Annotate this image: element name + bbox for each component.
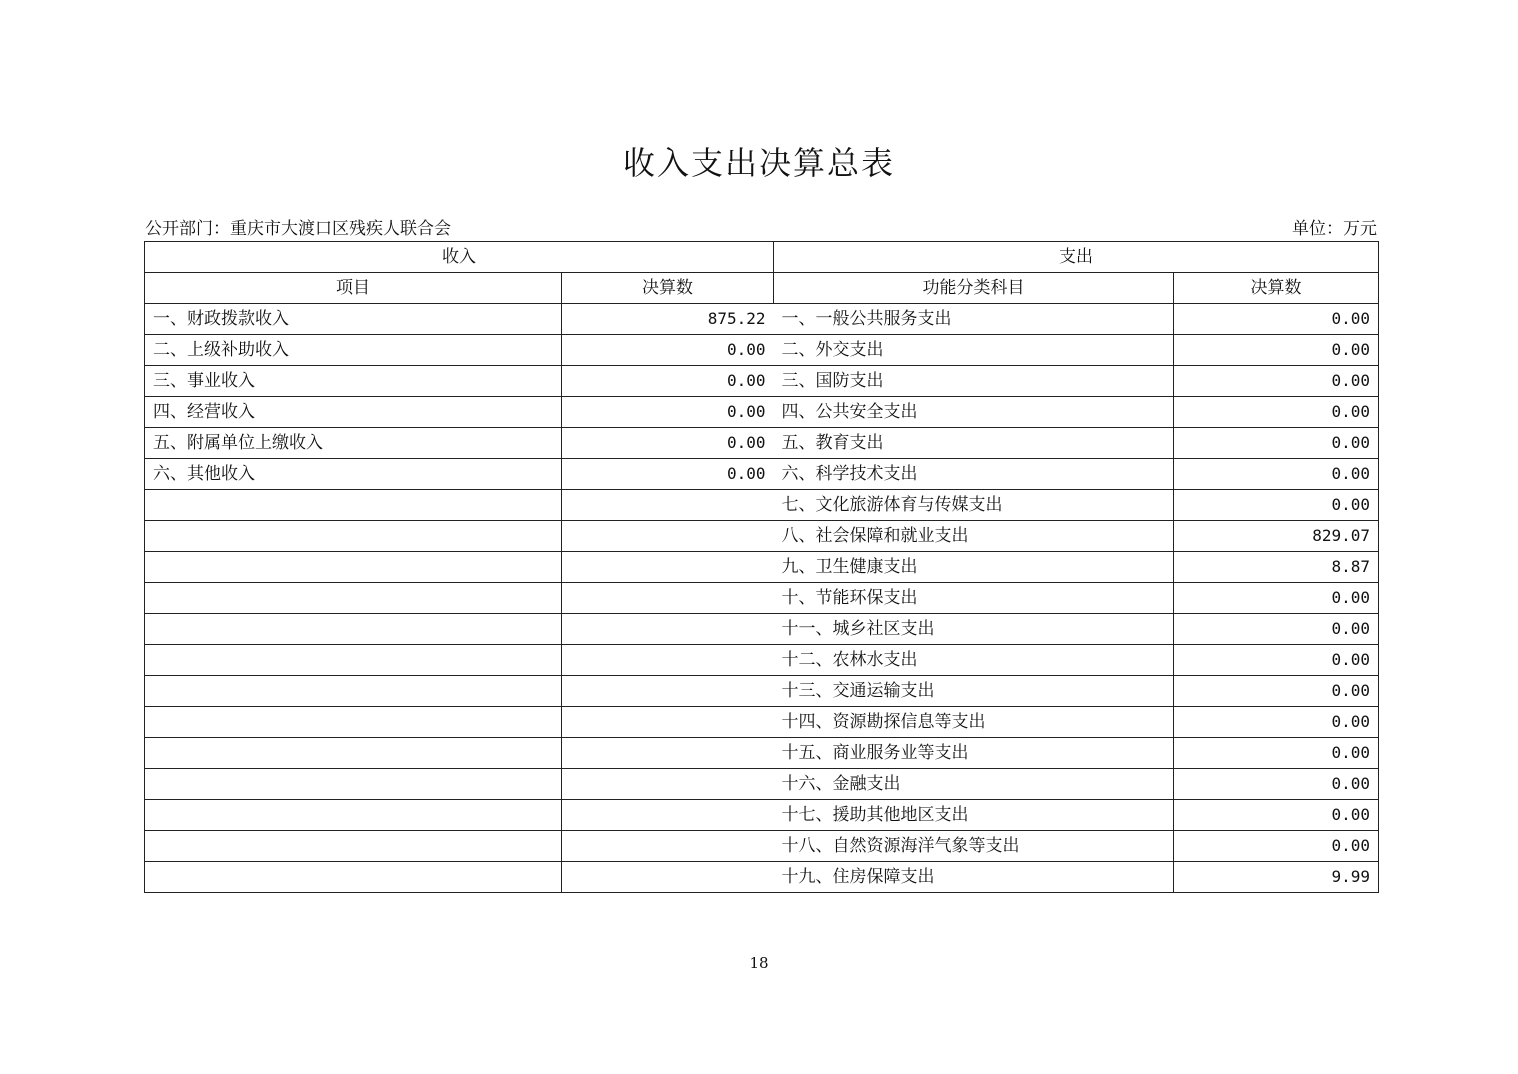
income-expense-table [144, 241, 1379, 893]
expense-item-cell: 一、一般公共服务支出 [774, 304, 1174, 335]
expense-item-cell: 十七、援助其他地区支出 [774, 800, 1174, 831]
expense-amount-cell: 0.00 [1174, 614, 1379, 645]
page-number: 18 [749, 954, 769, 972]
income-item-cell: 六、其他收入 [145, 459, 562, 490]
expense-item-cell: 四、公共安全支出 [774, 397, 1174, 428]
expense-item-cell: 二、外交支出 [774, 335, 1174, 366]
function-column-header: 功能分类科目 [774, 273, 1174, 304]
expense-item-cell: 十六、金融支出 [774, 769, 1174, 800]
income-item-cell: 二、上级补助收入 [145, 335, 562, 366]
income-amount-cell: 0.00 [562, 366, 774, 397]
income-item-cell [145, 831, 562, 862]
expense-item-cell: 八、社会保障和就业支出 [774, 521, 1174, 552]
income-item-cell [145, 800, 562, 831]
income-item-cell [145, 738, 562, 769]
income-item-cell [145, 583, 562, 614]
income-amount-cell [562, 490, 774, 521]
expense-amount-cell: 829.07 [1174, 521, 1379, 552]
income-item-cell: 五、附属单位上缴收入 [145, 428, 562, 459]
income-amount-cell [562, 521, 774, 552]
table-row [145, 552, 1379, 583]
income-section-header: 收入 [145, 242, 774, 273]
expense-amount-cell: 0.00 [1174, 800, 1379, 831]
expense-item-cell: 六、科学技术支出 [774, 459, 1174, 490]
expense-amount-cell: 0.00 [1174, 459, 1379, 490]
expense-amount-cell: 0.00 [1174, 304, 1379, 335]
table-row [145, 428, 1379, 459]
expense-item-cell: 七、文化旅游体育与传媒支出 [774, 490, 1174, 521]
income-amount-cell: 0.00 [562, 335, 774, 366]
expense-item-cell: 五、教育支出 [774, 428, 1174, 459]
table-row [145, 459, 1379, 490]
table-row [145, 800, 1379, 831]
table-row [145, 862, 1379, 893]
expense-item-cell: 十八、自然资源海洋气象等支出 [774, 831, 1174, 862]
expense-amount-cell: 0.00 [1174, 583, 1379, 614]
expense-item-cell: 十五、商业服务业等支出 [774, 738, 1174, 769]
expense-amount-cell: 0.00 [1174, 645, 1379, 676]
income-amount-cell [562, 645, 774, 676]
department-label: 公开部门：重庆市大渡口区残疾人联合会 [145, 219, 451, 239]
income-amount-cell [562, 707, 774, 738]
income-item-cell [145, 707, 562, 738]
income-amount-cell [562, 676, 774, 707]
table-row [145, 831, 1379, 862]
income-amount-cell [562, 552, 774, 583]
expense-amount-cell: 0.00 [1174, 676, 1379, 707]
income-amount-cell [562, 800, 774, 831]
page-title: 收入支出决算总表 [622, 144, 895, 182]
table-row [145, 738, 1379, 769]
table-row [145, 769, 1379, 800]
income-item-cell [145, 645, 562, 676]
income-amount-cell [562, 614, 774, 645]
expense-item-cell: 十三、交通运输支出 [774, 676, 1174, 707]
expense-item-cell: 九、卫生健康支出 [774, 552, 1174, 583]
table-row [145, 707, 1379, 738]
income-item-cell [145, 676, 562, 707]
income-item-cell [145, 769, 562, 800]
income-item-cell [145, 521, 562, 552]
expense-amount-cell: 0.00 [1174, 831, 1379, 862]
expense-amount-cell: 0.00 [1174, 769, 1379, 800]
expense-item-cell: 十二、农林水支出 [774, 645, 1174, 676]
table-body [145, 304, 1379, 893]
income-amount-cell [562, 831, 774, 862]
unit-label: 单位：万元 [1292, 219, 1377, 239]
income-amount-cell: 0.00 [562, 397, 774, 428]
expense-amount-cell: 0.00 [1174, 738, 1379, 769]
expense-amount-cell: 0.00 [1174, 335, 1379, 366]
income-amount-cell [562, 862, 774, 893]
income-amount-cell [562, 583, 774, 614]
income-amount-column-header: 决算数 [562, 273, 774, 304]
income-item-cell [145, 614, 562, 645]
expense-item-cell: 三、国防支出 [774, 366, 1174, 397]
column-header-row [145, 273, 1379, 304]
expense-item-cell: 十四、资源勘探信息等支出 [774, 707, 1174, 738]
table-row [145, 304, 1379, 335]
item-column-header: 项目 [145, 273, 562, 304]
income-item-cell [145, 552, 562, 583]
expense-section-header: 支出 [774, 242, 1379, 273]
income-amount-cell [562, 738, 774, 769]
expense-amount-cell: 0.00 [1174, 428, 1379, 459]
income-item-cell: 一、财政拨款收入 [145, 304, 562, 335]
table-row [145, 335, 1379, 366]
income-amount-cell [562, 769, 774, 800]
expense-item-cell: 十九、住房保障支出 [774, 862, 1174, 893]
expense-amount-cell: 0.00 [1174, 707, 1379, 738]
expense-amount-cell: 0.00 [1174, 366, 1379, 397]
income-item-cell: 三、事业收入 [145, 366, 562, 397]
income-amount-cell: 875.22 [562, 304, 774, 335]
table-row [145, 583, 1379, 614]
expense-item-cell: 十、节能环保支出 [774, 583, 1174, 614]
table-row [145, 366, 1379, 397]
table-row [145, 614, 1379, 645]
income-amount-cell: 0.00 [562, 428, 774, 459]
section-header-row [145, 242, 1379, 273]
expense-amount-cell: 0.00 [1174, 397, 1379, 428]
expense-amount-cell: 9.99 [1174, 862, 1379, 893]
income-item-cell [145, 490, 562, 521]
expense-amount-column-header: 决算数 [1174, 273, 1379, 304]
income-amount-cell: 0.00 [562, 459, 774, 490]
table-row [145, 490, 1379, 521]
table-row [145, 521, 1379, 552]
expense-amount-cell: 8.87 [1174, 552, 1379, 583]
income-item-cell [145, 862, 562, 893]
income-item-cell: 四、经营收入 [145, 397, 562, 428]
expense-item-cell: 十一、城乡社区支出 [774, 614, 1174, 645]
expense-amount-cell: 0.00 [1174, 490, 1379, 521]
table-row [145, 645, 1379, 676]
table-row [145, 676, 1379, 707]
report-meta [145, 214, 1377, 239]
table-row [145, 397, 1379, 428]
